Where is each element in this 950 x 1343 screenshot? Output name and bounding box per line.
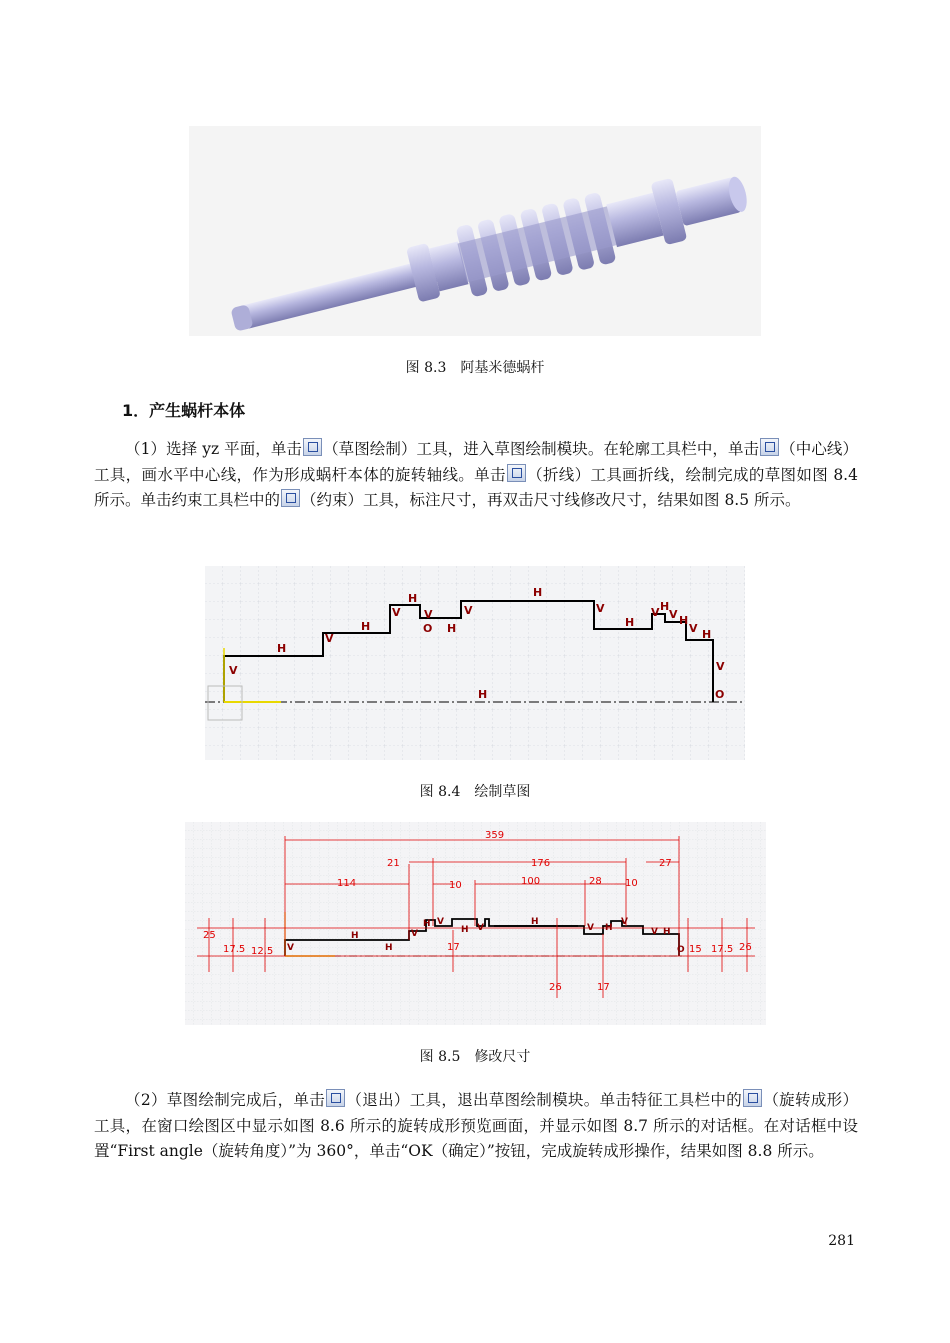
svg-text:V: V: [411, 929, 418, 939]
figure-8-4-sketch: [205, 566, 745, 760]
p1-text-5: （约束）工具，标注尺寸，再双击尺寸线修改尺寸，结果如图 8.5 所示。: [301, 491, 801, 509]
sketch-label-v: V: [392, 606, 401, 619]
figure-8-5-caption: 图 8.5 修改尺寸: [419, 1049, 531, 1065]
dim-side: 26: [549, 982, 562, 993]
dim-top: 10: [625, 878, 638, 889]
sketch-icon: [303, 438, 322, 456]
dim-side: 17.5: [223, 944, 246, 955]
sketch-label-v: V: [464, 604, 473, 617]
svg-text:H: H: [663, 927, 671, 937]
dim-top: 100: [521, 876, 541, 887]
dim-side: 15: [689, 944, 702, 955]
sketch-label-o: O: [715, 688, 725, 701]
section-heading: 1．产生蜗杆本体: [122, 401, 246, 420]
figure-8-5-dimensioned-sketch: [185, 822, 766, 1025]
p2-text-2: （退出）工具，退出草图绘制模块。单击特征工具栏中的: [346, 1091, 743, 1109]
sketch-label-h: H: [702, 628, 712, 641]
dim-top: 359: [485, 830, 505, 841]
figure-8-4-caption: 图 8.4 绘制草图: [419, 784, 531, 800]
svg-text:V: V: [437, 917, 444, 927]
svg-text:V: V: [477, 923, 484, 933]
constraint-icon: [281, 489, 300, 507]
dim-top: 21: [387, 858, 400, 869]
sketch-label-h: H: [277, 642, 287, 655]
figure-8-3-worm-render: [189, 126, 761, 336]
svg-text:V: V: [587, 923, 594, 933]
dim-side: 17.5: [711, 944, 734, 955]
sketch-label-v: V: [651, 606, 660, 619]
centerline-icon: [760, 438, 779, 456]
p1-text-2: （草图绘制）工具，进入草图绘制模块。在轮廓工具栏中，单击: [323, 440, 760, 458]
dim-side: 12.5: [251, 946, 274, 957]
sketch-label-v: V: [689, 622, 698, 635]
sketch-label-o: O: [423, 622, 433, 635]
paragraph-1: [94, 437, 858, 514]
dim-top: 176: [531, 858, 551, 869]
svg-text:V: V: [651, 927, 658, 937]
sketch-label-v: V: [325, 632, 334, 645]
svg-text:H: H: [423, 919, 431, 929]
sketch-label-v: V: [669, 608, 678, 621]
dim-top: 28: [589, 876, 602, 887]
svg-text:H: H: [385, 943, 393, 953]
sketch-label-h: H: [625, 616, 635, 629]
dim-top: 10: [449, 880, 462, 891]
svg-text:H: H: [461, 925, 469, 935]
sketch-label-h: H: [447, 622, 457, 635]
sketch-label-v: V: [229, 664, 238, 677]
polyline-icon: [507, 464, 526, 482]
svg-text:H: H: [605, 923, 613, 933]
sketch-label-v: V: [596, 602, 605, 615]
svg-text:V: V: [287, 943, 294, 953]
svg-text:V: V: [621, 917, 628, 927]
sketch-label-h: H: [478, 688, 488, 701]
p1-text-4: （折线）工具画折线，绘制完成的草图如图 8.4 所示。单击约束工具栏中的: [94, 465, 858, 509]
sketch-label-h: H: [679, 614, 689, 627]
dim-side: 25: [203, 930, 216, 941]
figure-8-3-caption: 图 8.3 阿基米德蜗杆: [405, 360, 545, 376]
p2-text-1: （2）草图绘制完成后，单击: [125, 1091, 326, 1109]
dim-side: 26: [739, 942, 752, 953]
svg-text:H: H: [351, 931, 359, 941]
sketch-label-v: V: [716, 660, 725, 673]
p2-text-3: （旋转成形）工具，在窗口绘图区中显示如图 8.6 所示的旋转成形预览画面，并显示如图 8.7 所示的对话框。在对话框中设置“First angle（旋转角度）”为 360°，单击“OK（确定）”按钮，完成旋转成形操作，结果如图 8.8 所示。: [94, 1091, 858, 1160]
svg-text:O: O: [677, 945, 685, 955]
sketch-label-h: H: [361, 620, 371, 633]
svg-text:H: H: [531, 917, 539, 927]
exit-icon: [326, 1089, 345, 1107]
sketch-label-h: H: [660, 600, 670, 613]
dim-side: 17: [447, 942, 460, 953]
p1-text-3: （中心线）工具，画水平中心线，作为形成蜗杆本体的旋转轴线。单击: [94, 440, 858, 484]
sketch-label-h: H: [408, 592, 418, 605]
dim-top: 114: [337, 878, 357, 889]
p1-text-1: （1）选择 yz 平面，单击: [125, 440, 303, 458]
sketch-label-v: V: [424, 608, 433, 621]
dim-side: 17: [597, 982, 610, 993]
revolve-icon: [743, 1089, 762, 1107]
paragraph-2: [94, 1088, 858, 1165]
page-number: 281: [828, 1233, 855, 1249]
dim-top: 27: [659, 858, 672, 869]
sketch-label-h: H: [533, 586, 543, 599]
